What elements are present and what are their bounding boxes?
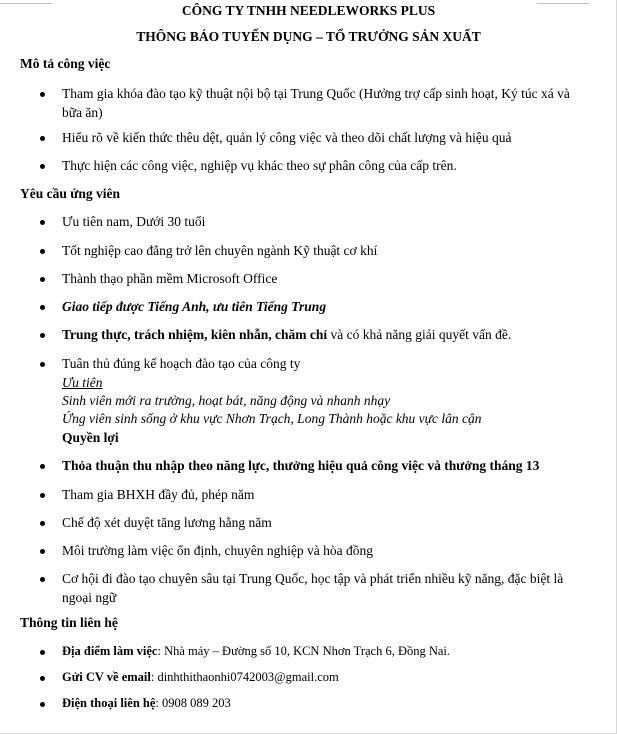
- job-description-item: Tham gia khóa đào tạo kỹ thuật nội bộ tại Trung Quốc (Hưởng trợ cấp sinh hoạt, Ký túc xá và bữa ăn): [62, 86, 570, 120]
- priority-label: Ưu tiên: [62, 375, 103, 390]
- bullet-icon: [40, 220, 45, 225]
- notice-title: THÔNG BÁO TUYỂN DỤNG – TỔ TRƯỞNG SẢN XUẤT: [136, 29, 481, 44]
- bullet-icon: [40, 249, 45, 254]
- contact-heading: Thông tin liên hệ: [20, 615, 118, 630]
- requirements-heading: Yêu cầu ứng viên: [20, 186, 120, 201]
- contact-cv-email: [62, 668, 582, 687]
- phone-value: : 0908 089 203: [155, 696, 231, 710]
- requirement-item-honesty: [62, 325, 582, 344]
- honesty-rest-text: và có khả năng giải quyết vấn đề.: [327, 327, 512, 342]
- benefit-item-income: Thỏa thuận thu nhập theo năng lực, thưởng hiệu quả công việc và thưởng tháng 13: [62, 458, 540, 473]
- bullet-icon: [40, 549, 45, 554]
- bullet-icon: [40, 136, 45, 141]
- bullet-icon: [40, 676, 45, 681]
- requirement-item-language: Giao tiếp được Tiếng Anh, ưu tiên Tiếng Trung: [62, 299, 327, 314]
- location-value: : Nhà máy – Đường số 10, KCN Nhơn Trạch 6, Đồng Nai.: [157, 644, 451, 658]
- bullet-icon: [40, 493, 45, 498]
- contact-phone: [62, 694, 582, 713]
- cv-email-value: : dinhthithaonhi0742003@gmail.com: [150, 670, 339, 684]
- job-description-item: Hiểu rõ về kiến thức thêu dệt, quản lý công việc và theo dõi chất lượng và hiệu quả: [62, 130, 512, 145]
- benefit-item: Chế độ xét duyệt tăng lương hằng năm: [62, 515, 272, 530]
- job-description-item: Thực hiện các công việc, nghiệp vụ khác theo sự phân công của cấp trên.: [62, 158, 457, 173]
- benefit-item: Tham gia BHXH đầy đủ, phép năm: [62, 487, 255, 502]
- priority-item: Ứng viên sinh sống ở khu vực Nhơn Trạch, Long Thành hoặc khu vực lân cận: [62, 411, 482, 426]
- bullet-icon: [40, 702, 45, 707]
- bullet-icon: [40, 305, 45, 310]
- benefit-item: Môi trường làm việc ổn định, chuyên nghiệp và hòa đồng: [62, 543, 374, 558]
- company-name: CÔNG TY TNHH NEEDLEWORKS PLUS: [181, 3, 436, 18]
- contact-location: [62, 642, 582, 661]
- bullet-icon: [40, 577, 45, 582]
- job-description-heading: Mô tả công việc: [20, 56, 111, 71]
- phone-label: Điện thoại liên hệ: [62, 696, 156, 710]
- bullet-icon: [40, 164, 45, 169]
- benefits-label: Quyền lợi: [62, 430, 119, 445]
- requirement-item-training-plan: Tuân thủ đúng kế hoạch đào tạo của công ty: [62, 356, 301, 371]
- priority-item: Sinh viên mới ra trường, hoạt bát, năng động và nhanh nhạy: [62, 393, 391, 408]
- bullet-icon: [40, 464, 45, 469]
- bullet-icon: [40, 92, 45, 97]
- bullet-icon: [40, 333, 45, 338]
- cv-label: Gửi CV về email: [62, 670, 151, 684]
- honesty-bold-text: Trung thực, trách nhiệm, kiên nhẫn, chăm chỉ: [62, 327, 328, 342]
- bullet-icon: [40, 521, 45, 526]
- requirement-item: Ưu tiên nam, Dưới 30 tuổi: [62, 214, 206, 229]
- benefit-item: Cơ hội đi đào tạo chuyên sâu tại Trung Quốc, học tập và phát triển nhiều kỹ năng, đặc biệt là ngoại ngữ: [62, 571, 564, 605]
- location-label: Địa điểm làm việc: [62, 644, 158, 658]
- bullet-icon: [40, 650, 45, 655]
- bullet-icon: [40, 362, 45, 367]
- requirement-item: Tốt nghiệp cao đẳng trở lên chuyên ngành Kỹ thuật cơ khí: [62, 243, 378, 258]
- bullet-icon: [40, 277, 45, 282]
- requirement-item: Thành thạo phần mềm Microsoft Office: [62, 271, 278, 286]
